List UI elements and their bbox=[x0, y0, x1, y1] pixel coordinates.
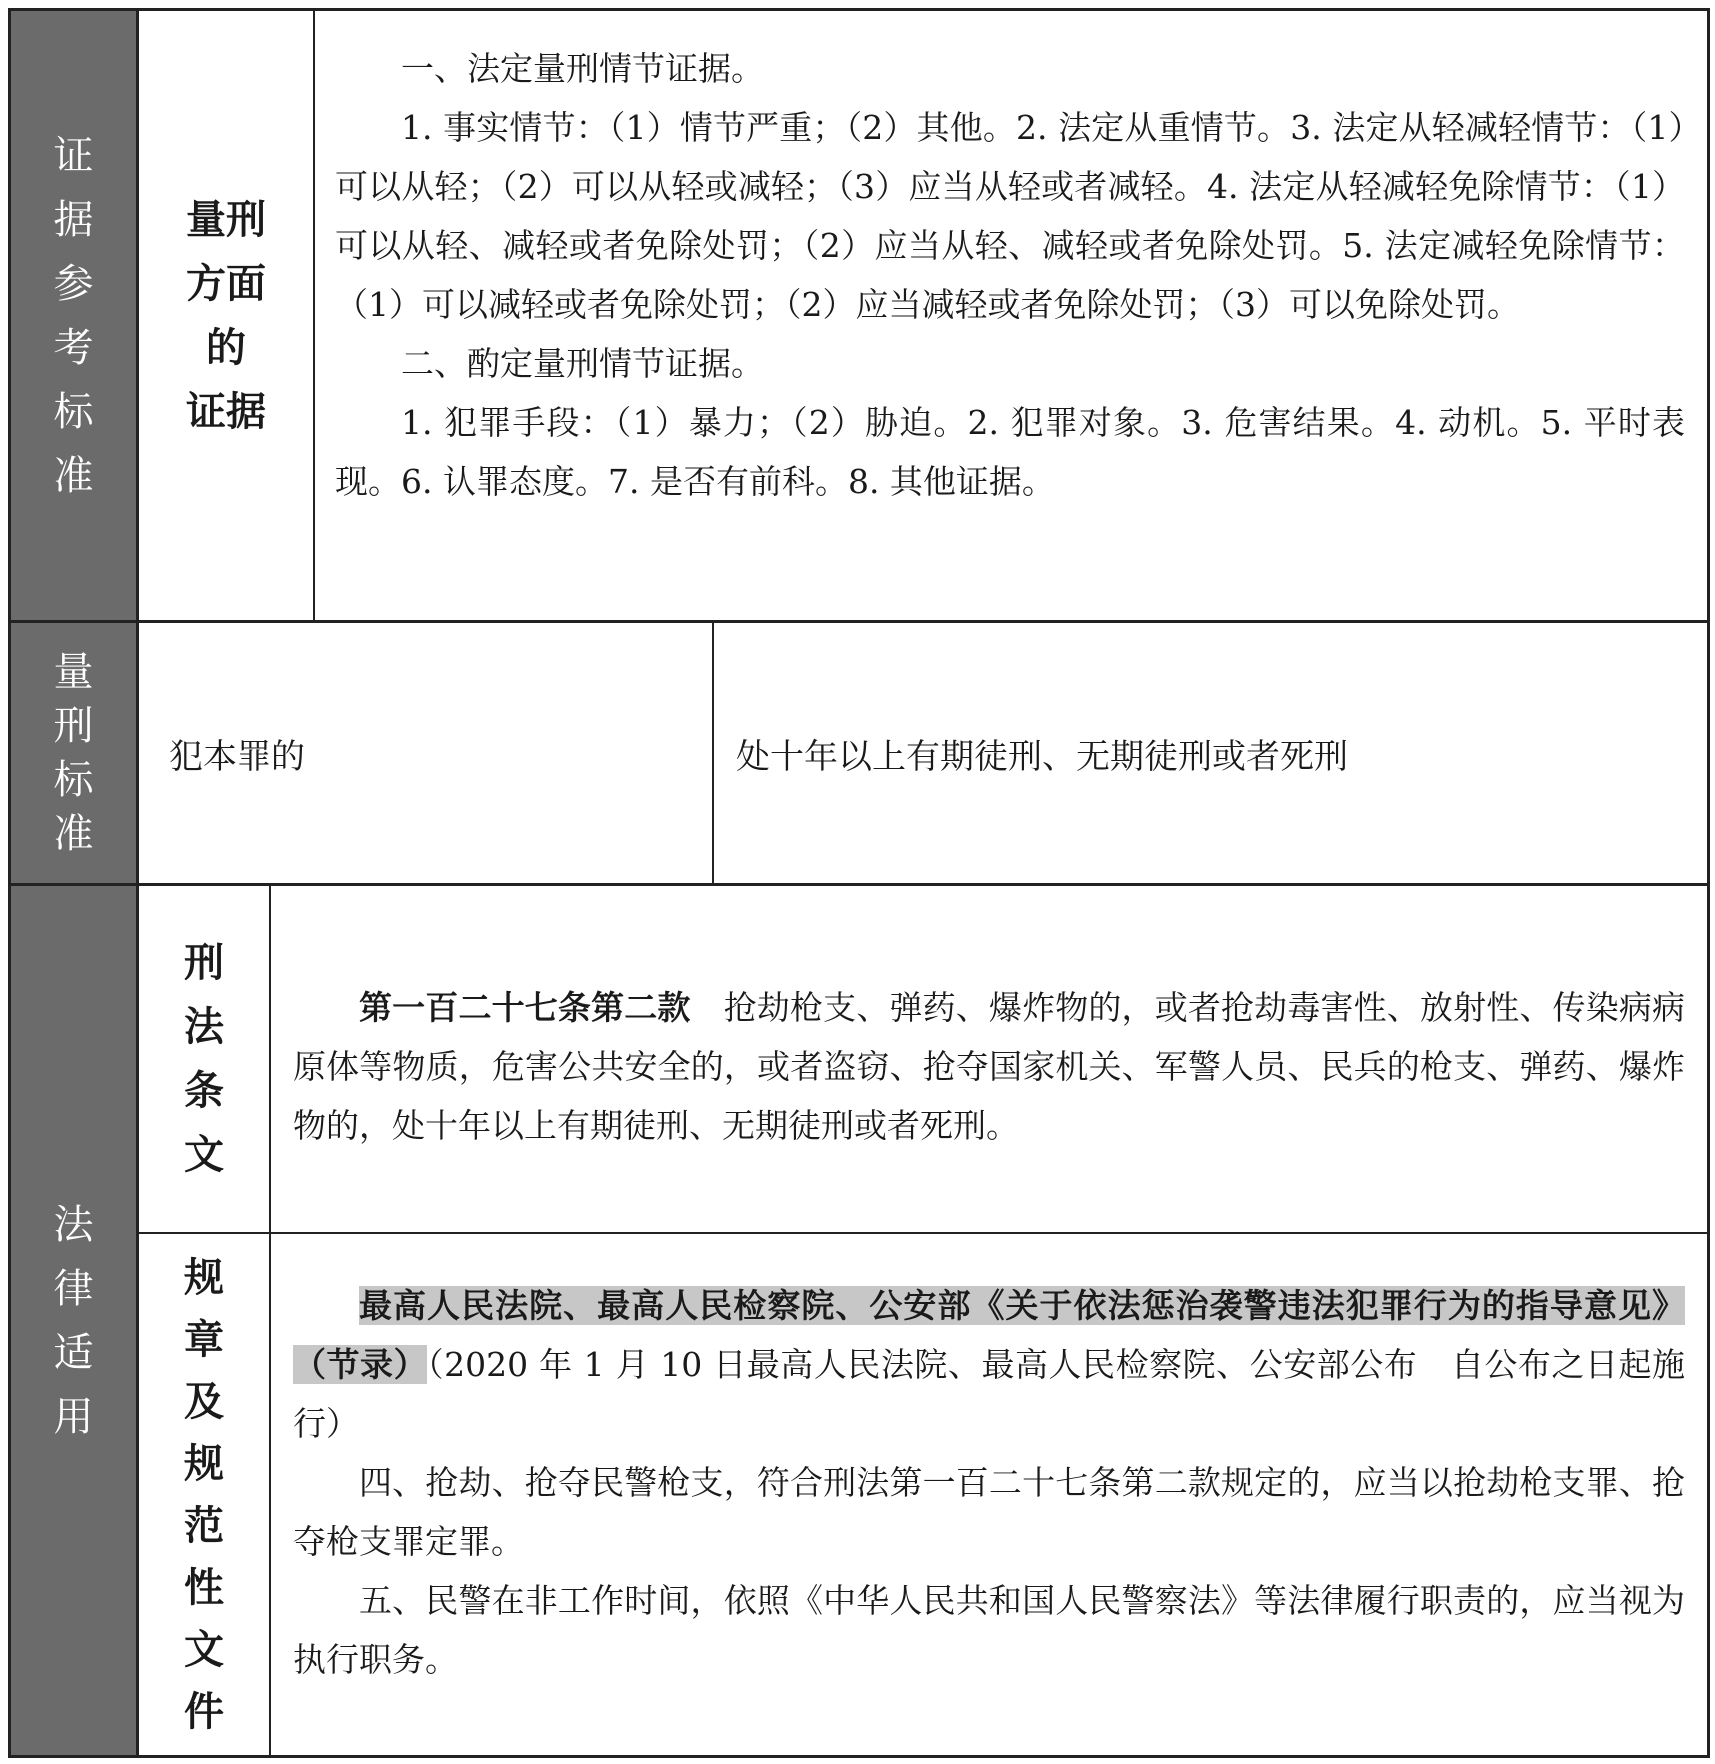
discretionary-heading: 二、酌定量刑情节证据。 bbox=[401, 344, 764, 383]
sentencing-condition: 犯本罪的 bbox=[139, 623, 714, 883]
statutory-circumstances: 1. 事实情节：（1）情节严重；（2）其他。2. 法定从重情节。3. 法定从轻减轻情节：（1）可以从轻；（2）可以从轻或减轻；（3）应当从轻或者减轻。4. 法定从轻减轻免除情节：（1）可以从轻、减轻或者免除处罚；（2）应当从轻、减轻或者免除处罚。5. 法定减轻免除情节：（1）可以减轻或者免除处罚；（2）应当减轻或者免除处罚；（3）可以免除处罚。 bbox=[335, 108, 1685, 324]
sentencing-penalty: 处十年以上有期徒刑、无期徒刑或者死刑 bbox=[736, 736, 1348, 777]
sentencing-side-label: 量 刑 标 准 bbox=[11, 623, 139, 883]
evidence-side-label: 证 据 参 考 标 准 bbox=[11, 11, 139, 620]
criminal-law-block bbox=[139, 886, 1707, 1234]
sentencing-evidence-label: 量刑 方面 的 证据 bbox=[139, 11, 315, 620]
evidence-section bbox=[11, 11, 1707, 623]
law-section bbox=[11, 886, 1707, 1755]
statutory-heading: 一、法定量刑情节证据。 bbox=[401, 49, 764, 88]
regulations-content bbox=[271, 1276, 1707, 1689]
article-title: 第一百二十七条第二款 bbox=[359, 988, 691, 1027]
regulations-block bbox=[139, 1234, 1707, 1755]
clause-four: 四、抢劫、抢夺民警枪支，符合刑法第一百二十七条第二款规定的，应当以抢劫枪支罪、抢夺枪支罪定罪。 bbox=[293, 1463, 1685, 1561]
discretionary-circumstances: 1. 犯罪手段：（1）暴力；（2）胁迫。2. 犯罪对象。3. 危害结果。4. 动机。5. 平时表现。6. 认罪态度。7. 是否有前科。8. 其他证据。 bbox=[335, 403, 1685, 501]
document-note: （2020 年 1 月 10 日最高人民法院、最高人民检察院、公安部公布 自公布之日起施行） bbox=[293, 1345, 1685, 1443]
clause-five: 五、民警在非工作时间，依照《中华人民共和国人民警察法》等法律履行职责的，应当视为执行职务。 bbox=[293, 1581, 1685, 1679]
criminal-law-article bbox=[271, 978, 1707, 1155]
regulations-label: 规 章 及 规 范 性 文 件 bbox=[139, 1234, 271, 1755]
sentencing-section bbox=[11, 623, 1707, 886]
evidence-content bbox=[315, 39, 1707, 511]
criminal-law-label: 刑 法 条 文 bbox=[139, 886, 271, 1232]
law-side-label: 法 律 适 用 bbox=[11, 886, 139, 1755]
article-text: 抢劫枪支、弹药、爆炸物的，或者抢劫毒害性、放射性、传染病病原体等物质，危害公共安全的，或者盗窃、抢夺国家机关、军警人员、民兵的枪支、弹药、爆炸物的，处十年以上有期徒刑、无期徒刑或者死刑。 bbox=[293, 988, 1686, 1145]
legal-reference-table bbox=[8, 8, 1710, 1758]
document-title: 最高人民法院、最高人民检察院、公安部《关于依法惩治袭警违法犯罪行为的指导意见》（节录） bbox=[293, 1286, 1685, 1384]
